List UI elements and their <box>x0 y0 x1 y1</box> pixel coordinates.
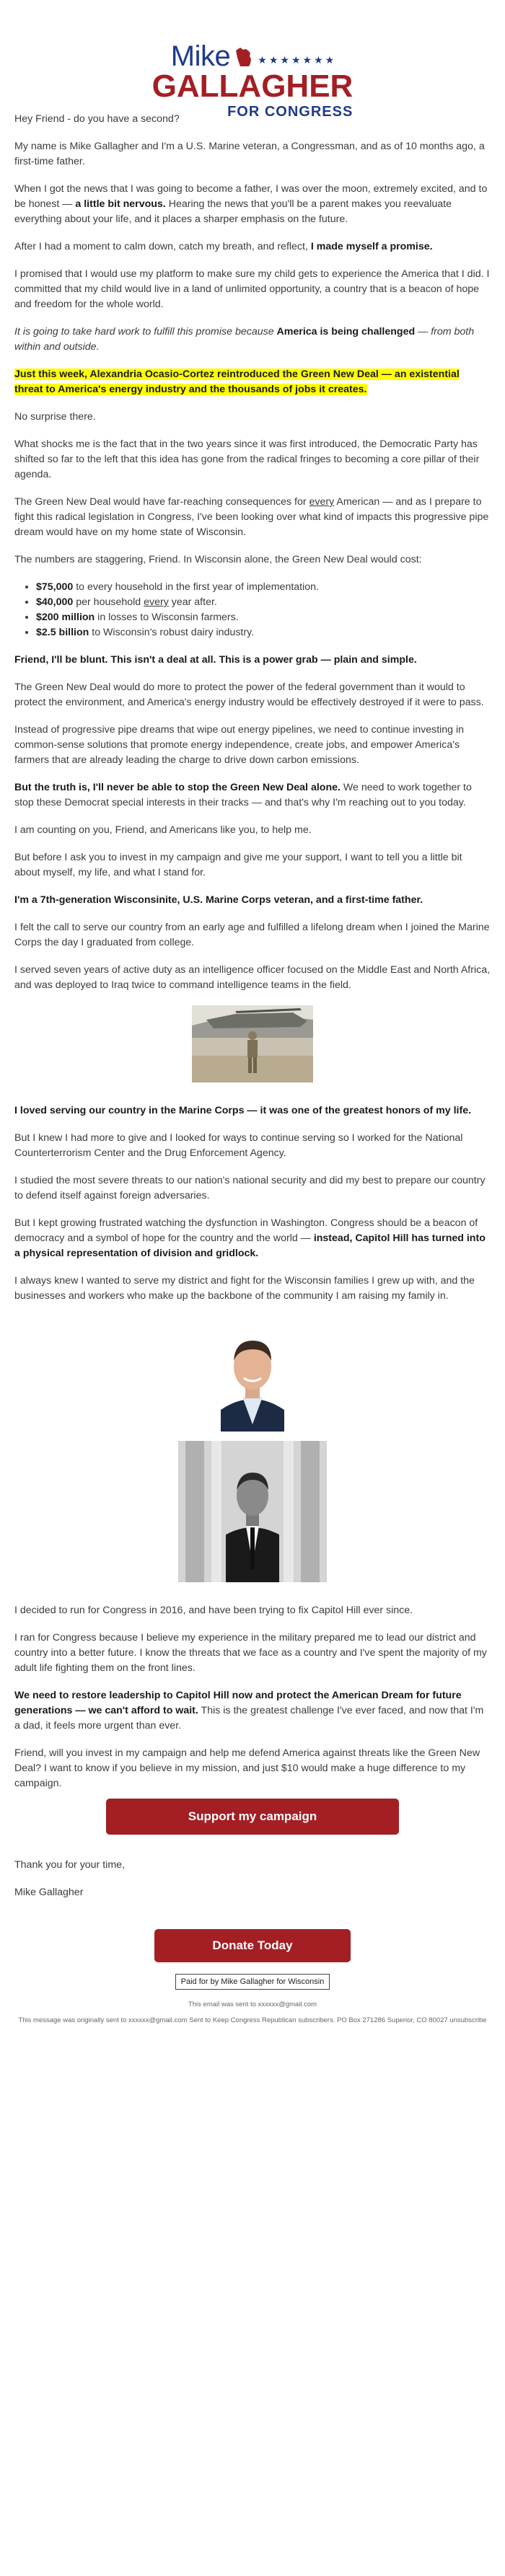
highlighted-text: Just this week, Alexandria Ocasio-Cortez reintroduced the Green New Deal — an existential threat to America's energy industry and the thousands of jobs it creates. <box>14 369 460 395</box>
marine-photo <box>192 1005 313 1082</box>
text-run: The Green New Deal would have far-reaching consequences for <box>14 496 309 508</box>
portrait-photo-wrap <box>14 1316 491 1435</box>
promise-detail-paragraph: I promised that I would use my platform to make sure my child gets to experience the America that I did. I committed that my child would live in a land of unlimited opportunity, a country that is a beacon of hope and freedom for the whole world. <box>14 268 490 310</box>
star-icon: ★ <box>325 54 335 66</box>
challenge-paragraph <box>14 325 491 355</box>
logo-last-name: GALLAGHER <box>152 69 354 104</box>
star-icon: ★ <box>268 54 278 66</box>
consequences-paragraph <box>14 495 491 540</box>
cost-amount: $2.5 billion <box>36 627 89 638</box>
common-sense-paragraph: Instead of progressive pipe dreams that wipe out energy pipelines, we need to continue investing in common-sense solutions that promote energy independence, create jobs, and empower America's farmers that are already leading the charge to drive down carbon emissions. <box>14 724 465 766</box>
star-icon: ★ <box>302 54 312 66</box>
call-to-serve-paragraph: I felt the call to serve our country from an early age and fulfilled a lifelong dream when I joined the Marine Corps the day I graduated from college. <box>14 922 490 948</box>
marine-photo-wrap <box>14 1005 491 1086</box>
cost-text: year after. <box>168 596 217 608</box>
signoff: Thank you for your time, <box>14 1859 125 1871</box>
portrait-photo <box>192 1316 313 1432</box>
text-run-italic: — from both within and outside. <box>14 326 475 353</box>
numbers-paragraph: The numbers are staggering, Friend. In Wisconsin alone, the Green New Deal would cost: <box>14 554 422 565</box>
text-run-bold: instead, Capitol Hill has turned into a physical representation of division and gridlock. <box>14 1232 486 1259</box>
star-icon: ★ <box>291 54 301 66</box>
text-run: This is the greatest challenge I've ever faced, and now that I'm a dad, it feels more urgent than ever. <box>14 1705 484 1732</box>
text-run-bold: I'm a 7th-generation Wisconsinite, U.S. Marine Corps veteran, and a first-time father. <box>14 894 423 906</box>
signature: Mike Gallagher <box>14 1887 84 1898</box>
greeting: Hey Friend - do you have a second? <box>14 113 180 125</box>
text-run: We need to work together to stop these Democrat special interests in their tracks — and that's why I'm reaching out to you today. <box>14 782 472 808</box>
text-run-bold: Friend, I'll be blunt. This isn't a deal at all. This is a power grab — plain and simple. <box>14 654 417 666</box>
text-run: But I kept growing frustrated watching the dysfunction in Washington. Congress should be a beacon of democracy and a symbol of hope for the country and the world — <box>14 1217 478 1244</box>
experience-paragraph: I ran for Congress because I believe my experience in the military prepared me to lead our district and country into a better future. I know the threats that we face as a country and I've spent the majority of my adult life fighting them on the front lines. <box>14 1632 487 1674</box>
footer-full-notice: This message was originally sent to xxxxxx@gmail.com Sent to Keep Congress Republican subscribers. PO Box 271286 Superior, CO 80027 unsubscribe <box>18 2016 487 2024</box>
text-run-bold: But the truth is, I'll never be able to stop the Green New Deal alone. <box>14 782 341 793</box>
donate-today-button[interactable]: Donate Today <box>154 1929 351 1962</box>
blunt-paragraph <box>14 653 491 668</box>
logo-first-name: Mike <box>170 40 231 72</box>
intro-paragraph: My name is Mike Gallagher and I'm a U.S. Marine veteran, a Congressman, and as of 10 months ago, a first-time father. <box>14 141 485 167</box>
threats-study-paragraph: I studied the most severe threats to our nation's national security and did my best to prepare our country to defend itself against foreign adversaries. <box>14 1175 486 1201</box>
cost-text: in losses to Wisconsin farmers. <box>95 612 239 623</box>
text-run-bold: I made myself a promise. <box>310 241 433 252</box>
continue-serving-paragraph: But I knew I had more to give and I looked for ways to continue serving so I worked for the National Counterterrorism Center and the Drug Enforcement Agency. <box>14 1132 463 1159</box>
star-icon: ★ <box>280 54 289 66</box>
paid-for-disclaimer: Paid for by Mike Gallagher for Wisconsin <box>175 1974 330 1990</box>
list-item <box>36 595 491 610</box>
father-news-paragraph <box>14 182 491 227</box>
ask-paragraph: Friend, will you invest in my campaign and help me defend America against threats like the Green New Deal? I want to know if you believe in my mission, and just $10 would make a huge difference to my campaign. <box>14 1747 480 1789</box>
footer-sent-to: This email was sent to xxxxxx@gmail.com <box>188 2001 317 2008</box>
no-surprise-paragraph: No surprise there. <box>14 411 96 423</box>
cost-amount: $200 million <box>36 612 95 623</box>
building-photo <box>178 1441 327 1582</box>
highlight-paragraph <box>14 367 491 397</box>
logo-stars <box>258 55 334 65</box>
text-run-underline: every <box>309 496 335 508</box>
building-photo-wrap <box>14 1441 491 1586</box>
text-run-bold: We need to restore leadership to Capitol Hill now and protect the American Dream for future generations — we can't afford to wait. <box>14 1690 462 1716</box>
democratic-shift-paragraph: What shocks me is the fact that in the two years since it was first introduced, the Democratic Party has shifted so far to the left that this idea has gone from the radical fringes to becoming a core pillar of their agenda. <box>14 438 480 480</box>
cost-text: per household <box>73 596 144 608</box>
text-run-bold: I loved serving our country in the Marine Corps — it was one of the greatest honors of my life. <box>14 1105 472 1116</box>
cost-text: to every household in the first year of implementation. <box>73 581 319 593</box>
run-for-congress-paragraph: I decided to run for Congress in 2016, and have been trying to fix Capitol Hill ever since. <box>14 1605 413 1616</box>
text-run: After I had a moment to calm down, catch my breath, and reflect, <box>14 241 311 252</box>
counting-on-you-paragraph: I am counting on you, Friend, and Americans like you, to help me. <box>14 824 312 836</box>
cost-text: to Wisconsin's robust dairy industry. <box>89 627 255 638</box>
active-duty-paragraph: I served seven years of active duty as an intelligence officer focused on the Middle East and North Africa, and was deployed to Iraq twice to command intelligence teams in the field. <box>14 964 491 991</box>
text-run-bold: America is being challenged <box>276 326 416 338</box>
text-run: American — and as I prepare to fight this radical legislation in Congress, I've been looking over what kind of impacts this progressive pipe dream would have on my home state of Wisconsin. <box>14 496 489 538</box>
identity-paragraph <box>14 893 491 908</box>
wisconsin-state-icon <box>234 46 253 68</box>
serve-district-paragraph: I always knew I wanted to serve my district and fight for the Wisconsin families I grew up with, and the businesses and workers who make up the backbone of the community I am raising my family in. <box>14 1275 475 1302</box>
cant-alone-paragraph <box>14 780 491 811</box>
list-item <box>36 610 491 625</box>
text-run-bold: a little bit nervous. <box>75 198 166 210</box>
restore-leadership-paragraph <box>14 1688 491 1734</box>
text-run: Hearing the news that you'll be a parent makes you reevaluate everything about your life, and it places a sharper emphasis on the future. <box>14 198 452 225</box>
dysfunction-paragraph <box>14 1216 491 1261</box>
logo-tagline: FOR CONGRESS <box>227 104 354 120</box>
list-item <box>36 580 491 595</box>
star-icon: ★ <box>314 54 323 66</box>
cost-list <box>14 580 491 640</box>
cost-emphasis: every <box>144 596 169 608</box>
federal-power-paragraph: The Green New Deal would do more to protect the power of the federal government than it would to protect the environment, and America's energy industry would be effectively destroyed if it were to pass. <box>14 682 484 708</box>
text-run: When I got the news that I was going to become a father, I was over the moon, extremely excited, and to be honest — <box>14 183 488 210</box>
support-campaign-button[interactable]: Support my campaign <box>106 1799 399 1835</box>
star-icon: ★ <box>258 54 267 66</box>
cost-amount: $75,000 <box>36 581 74 593</box>
text-run-italic: It is going to take hard work to fulfill this promise because <box>14 326 277 338</box>
cost-amount: $40,000 <box>36 596 74 608</box>
about-me-paragraph: But before I ask you to invest in my campaign and give me your support, I want to tell you a little bit about myself, my life, and what I stand for. <box>14 852 462 878</box>
footer-spacer <box>14 2026 491 2036</box>
list-item <box>36 625 491 640</box>
promise-paragraph <box>14 239 491 255</box>
marine-honor-paragraph <box>14 1103 491 1119</box>
